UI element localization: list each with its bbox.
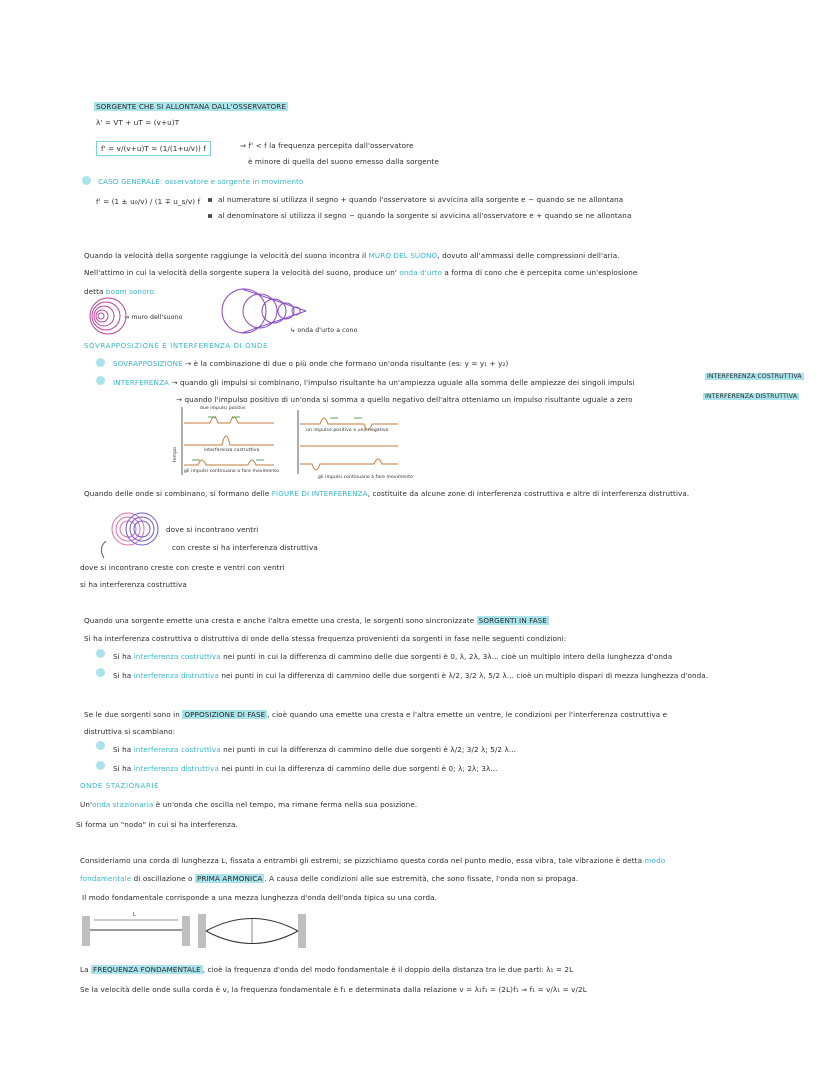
bullet-dot: [96, 761, 105, 770]
opposite-phase-line-1: Se le due sorgenti sono in OPPOSIZIONE DI FASE , cioè quando una emette una cresta e l'altra emette un ventre, le condizioni per l'interferenza costruttiva e: [84, 710, 668, 719]
in-phase-line-2: Si ha interferenza costruttiva o distruttiva di onde della stessa frequenza provenienti da sorgenti in fase nelle seguenti condizioni:: [84, 634, 567, 643]
term-interferenza-costruttiva: interferenza costruttiva: [133, 652, 221, 661]
bullet-dot: [96, 741, 105, 750]
label-creste-creste: dove si incontrano creste con creste e ventri con ventri: [80, 563, 285, 572]
general-case-heading: CASO GENERALE: osservatore e sorgente in movimento: [98, 177, 304, 186]
interference-pattern-icon: [110, 511, 160, 547]
opposite-phase-line-2: distruttiva si scambiano:: [84, 727, 176, 736]
interference-figure-line: Quando delle onde si combinano, si formano delle FIGURE DI INTERFERENZA, costituite da alcune zone di interferenza costruttiva e altre di interferenza distruttiva.: [84, 489, 690, 498]
term-sorgenti-in-fase: SORGENTI IN FASE: [478, 616, 548, 625]
label-ventri: dove si incontrano ventri: [166, 525, 259, 534]
standing-waves-heading: ONDE STAZIONARIE: [80, 782, 160, 790]
term-muro-del-suono: MURO DEL SUONO: [368, 251, 438, 260]
bullet-dot: [96, 649, 105, 658]
term-interferenza-distruttiva: interferenza distruttiva: [133, 671, 219, 680]
term-frequenza-fondamentale: FREQUENZA FONDAMENTALE: [93, 965, 201, 974]
curved-arrow: [98, 540, 110, 560]
sound-barrier-line-2: Nell'attimo in cui la velocità della sorgente supera la velocità del suono, produce un' onda d'urto a forma di cono che è percepita come un'esplosione: [84, 268, 638, 277]
string-line-1: Consideriamo una corda di lunghezza L, fissata a entrambi gli estremi; se pizzichiamo questa corda nel punto medio, essa vibra, tale vibrazione è detta modo: [80, 856, 666, 865]
term-onda-stazionaria: onda stazionaria: [92, 800, 154, 809]
opposite-phase-condition-1: Si ha interferenza costruttiva nei punti in cui la differenza di cammino delle due sorgenti è λ/2; 3/2 λ; 5/2 λ...: [113, 745, 517, 754]
label-interferenza-costruttiva-diag: interferenza costruttiva: [204, 448, 260, 453]
pulse-diagram-destructive: [294, 408, 404, 476]
in-phase-line-1: Quando una sorgente emette una cresta e anche l'altra emette una cresta, le sorgenti sono sincronizzate SORGENTI IN FASE: [84, 616, 548, 625]
term-figure-interferenza: FIGURE DI INTERFERENZA: [271, 489, 368, 498]
note-f-lower: ⇒ f' < f la frequenza percepita dall'osservatore: [240, 141, 414, 150]
general-formula: f' = (1 ± u₀/v) / (1 ∓ u_s/v) f: [96, 197, 201, 206]
string-line-3: Il modo fondamentale corrisponde a una mezza lunghezza d'onda dell'onda tipica su una corda.: [82, 893, 438, 902]
string-line-2: fondamentale di oscillazione o PRIMA ARMONICA . A causa delle condizioni alle sue estremità, che sono fissate, l'onda non si propaga.: [80, 874, 579, 883]
superposition-heading: SOVRAPPOSIZIONE E INTERFERENZA DI ONDE: [84, 342, 269, 350]
bullet-dot: [96, 668, 105, 677]
section-heading-source-away: SORGENTE CHE SI ALLONTANA DALL'OSSERVATORE: [96, 102, 286, 111]
sound-barrier-line-3: detta boom sonoro.: [84, 287, 157, 296]
interference-bullet-destructive: → quando l'impulso positivo di un'onda si somma a quello negativo dell'altra otteniamo un impulso risultante uguale a zero: [176, 395, 633, 404]
label-impulso-positivo-negativo: un impulso positivo e uno negativo: [306, 428, 389, 433]
label-interferenza-costruttiva: INTERFERENZA COSTRUTTIVA: [707, 373, 802, 380]
superposition-bullet: SOVRAPPOSIZIONE → è la combinazione di due o più onde che formano un'onda risultante (es: y = y₁ + y₂): [113, 359, 509, 368]
label-impulsi-continuano-1: gli impulsi continuano a fare movimento: [184, 469, 279, 474]
term-opposizione-di-fase: OPPOSIZIONE DI FASE: [184, 710, 266, 719]
general-bullet-denominator: al denominatore si utilizza il segno − quando la sorgente si avvicina all'osservatore e + quando se ne allontana: [218, 211, 632, 220]
note-f-lower-2: è minore di quella del suono emesso dalla sorgente: [248, 157, 439, 166]
term-prima-armonica: PRIMA ARMONICA: [196, 874, 263, 883]
term-interferenza-distruttiva: interferenza distruttiva: [133, 764, 219, 773]
term-onda-d-urto: onda d'urto: [399, 268, 442, 277]
label-distruttiva: con creste si ha interferenza distruttiva: [172, 543, 318, 552]
term-interferenza-costruttiva: interferenza costruttiva: [133, 745, 221, 754]
general-bullet-numerator: al numeratore si utilizza il segno + quando l'osservatore si avvicina alla sorgente e − quando se ne allontana: [218, 195, 624, 204]
term-boom-sonoro: boom sonoro.: [105, 287, 157, 296]
string-line-4: La FREQUENZA FONDAMENTALE , cioè la frequenza d'onda del modo fondamentale è il doppio della distanza tra le due parti: λ₁ = 2L: [80, 965, 574, 974]
bullet-square: [208, 214, 212, 218]
string-diagram-rest: [82, 910, 192, 950]
label-asse-tempo: tempo: [173, 446, 179, 463]
label-onda-urto-cono: ↳ onda d'urto a cono: [290, 327, 358, 334]
label-impulsi-continuano-2: gli impulsi continuano a fare movimento: [318, 475, 413, 480]
standing-waves-line-1: Un'onda stazionaria è un'onda che oscilla nel tempo, ma rimane ferma nella sua posizione.: [80, 800, 418, 809]
bullet-dot: [96, 376, 105, 385]
bullet-dot: [96, 358, 105, 367]
bullet-dot: [82, 176, 91, 185]
interference-bullet: INTERFERENZA → quando gli impulsi si combinano, l'impulso risultante ha un'ampiezza uguale alla somma delle ampiezze dei singoli impulsi: [113, 378, 635, 387]
formula-lambda: λ' = VT + uT = (v+u)T: [96, 118, 180, 127]
term-fondamentale: fondamentale: [80, 874, 132, 883]
label-L: L: [133, 912, 136, 918]
term-sovrapposizione: SOVRAPPOSIZIONE: [113, 359, 183, 368]
string-line-5: Se la velocità delle onde sulla corda è v, la frequenza fondamentale è f₁ e determinata dalla relazione v = λ₁f₁ = (2L)f₁ ⇒ f₁ = v/λ₁ = v/2L: [80, 985, 587, 994]
label-muro-suono: → muro dell'suono: [124, 314, 183, 321]
opposite-phase-condition-2: Si ha interferenza distruttiva nei punti in cui la differenza di cammino delle due sorgenti è 0; λ; 2λ; 3λ...: [113, 764, 498, 773]
in-phase-condition-2: Si ha interferenza distruttiva nei punti in cui la differenza di cammino delle due sorgenti è λ/2, 3/2 λ, 5/2 λ... cioè un multiplo dispari di mezza lunghezza d'onda.: [113, 671, 709, 680]
formula-f-prime-boxed: f' = v/(v+u)T = (1/(1+u/v)) f: [96, 141, 211, 156]
standing-waves-line-2: Si forma un "nodo" in cui si ha interferenza.: [76, 820, 238, 829]
label-costruttiva: si ha interferenza costruttiva: [80, 580, 187, 589]
term-modo: modo: [644, 856, 666, 865]
label-interferenza-distruttiva: INTERFERENZA DISTRUTTIVA: [705, 393, 798, 400]
label-due-impulsi-positivi: due impulsi positivi: [200, 406, 246, 411]
bullet-square: [208, 198, 212, 202]
string-diagram-fundamental: [198, 910, 308, 950]
sound-barrier-line-1: Quando la velocità della sorgente raggiunge la velocità del suono incontra il MURO DEL SUONO, dovuto all'ammassi delle compressioni dell'aria.: [84, 251, 620, 260]
in-phase-condition-1: Si ha interferenza costruttiva nei punti in cui la differenza di cammino delle due sorgenti è 0, λ, 2λ, 3λ... cioè un multiplo intero della lunghezza d'onda: [113, 652, 673, 661]
term-interferenza: INTERFERENZA: [113, 378, 170, 387]
